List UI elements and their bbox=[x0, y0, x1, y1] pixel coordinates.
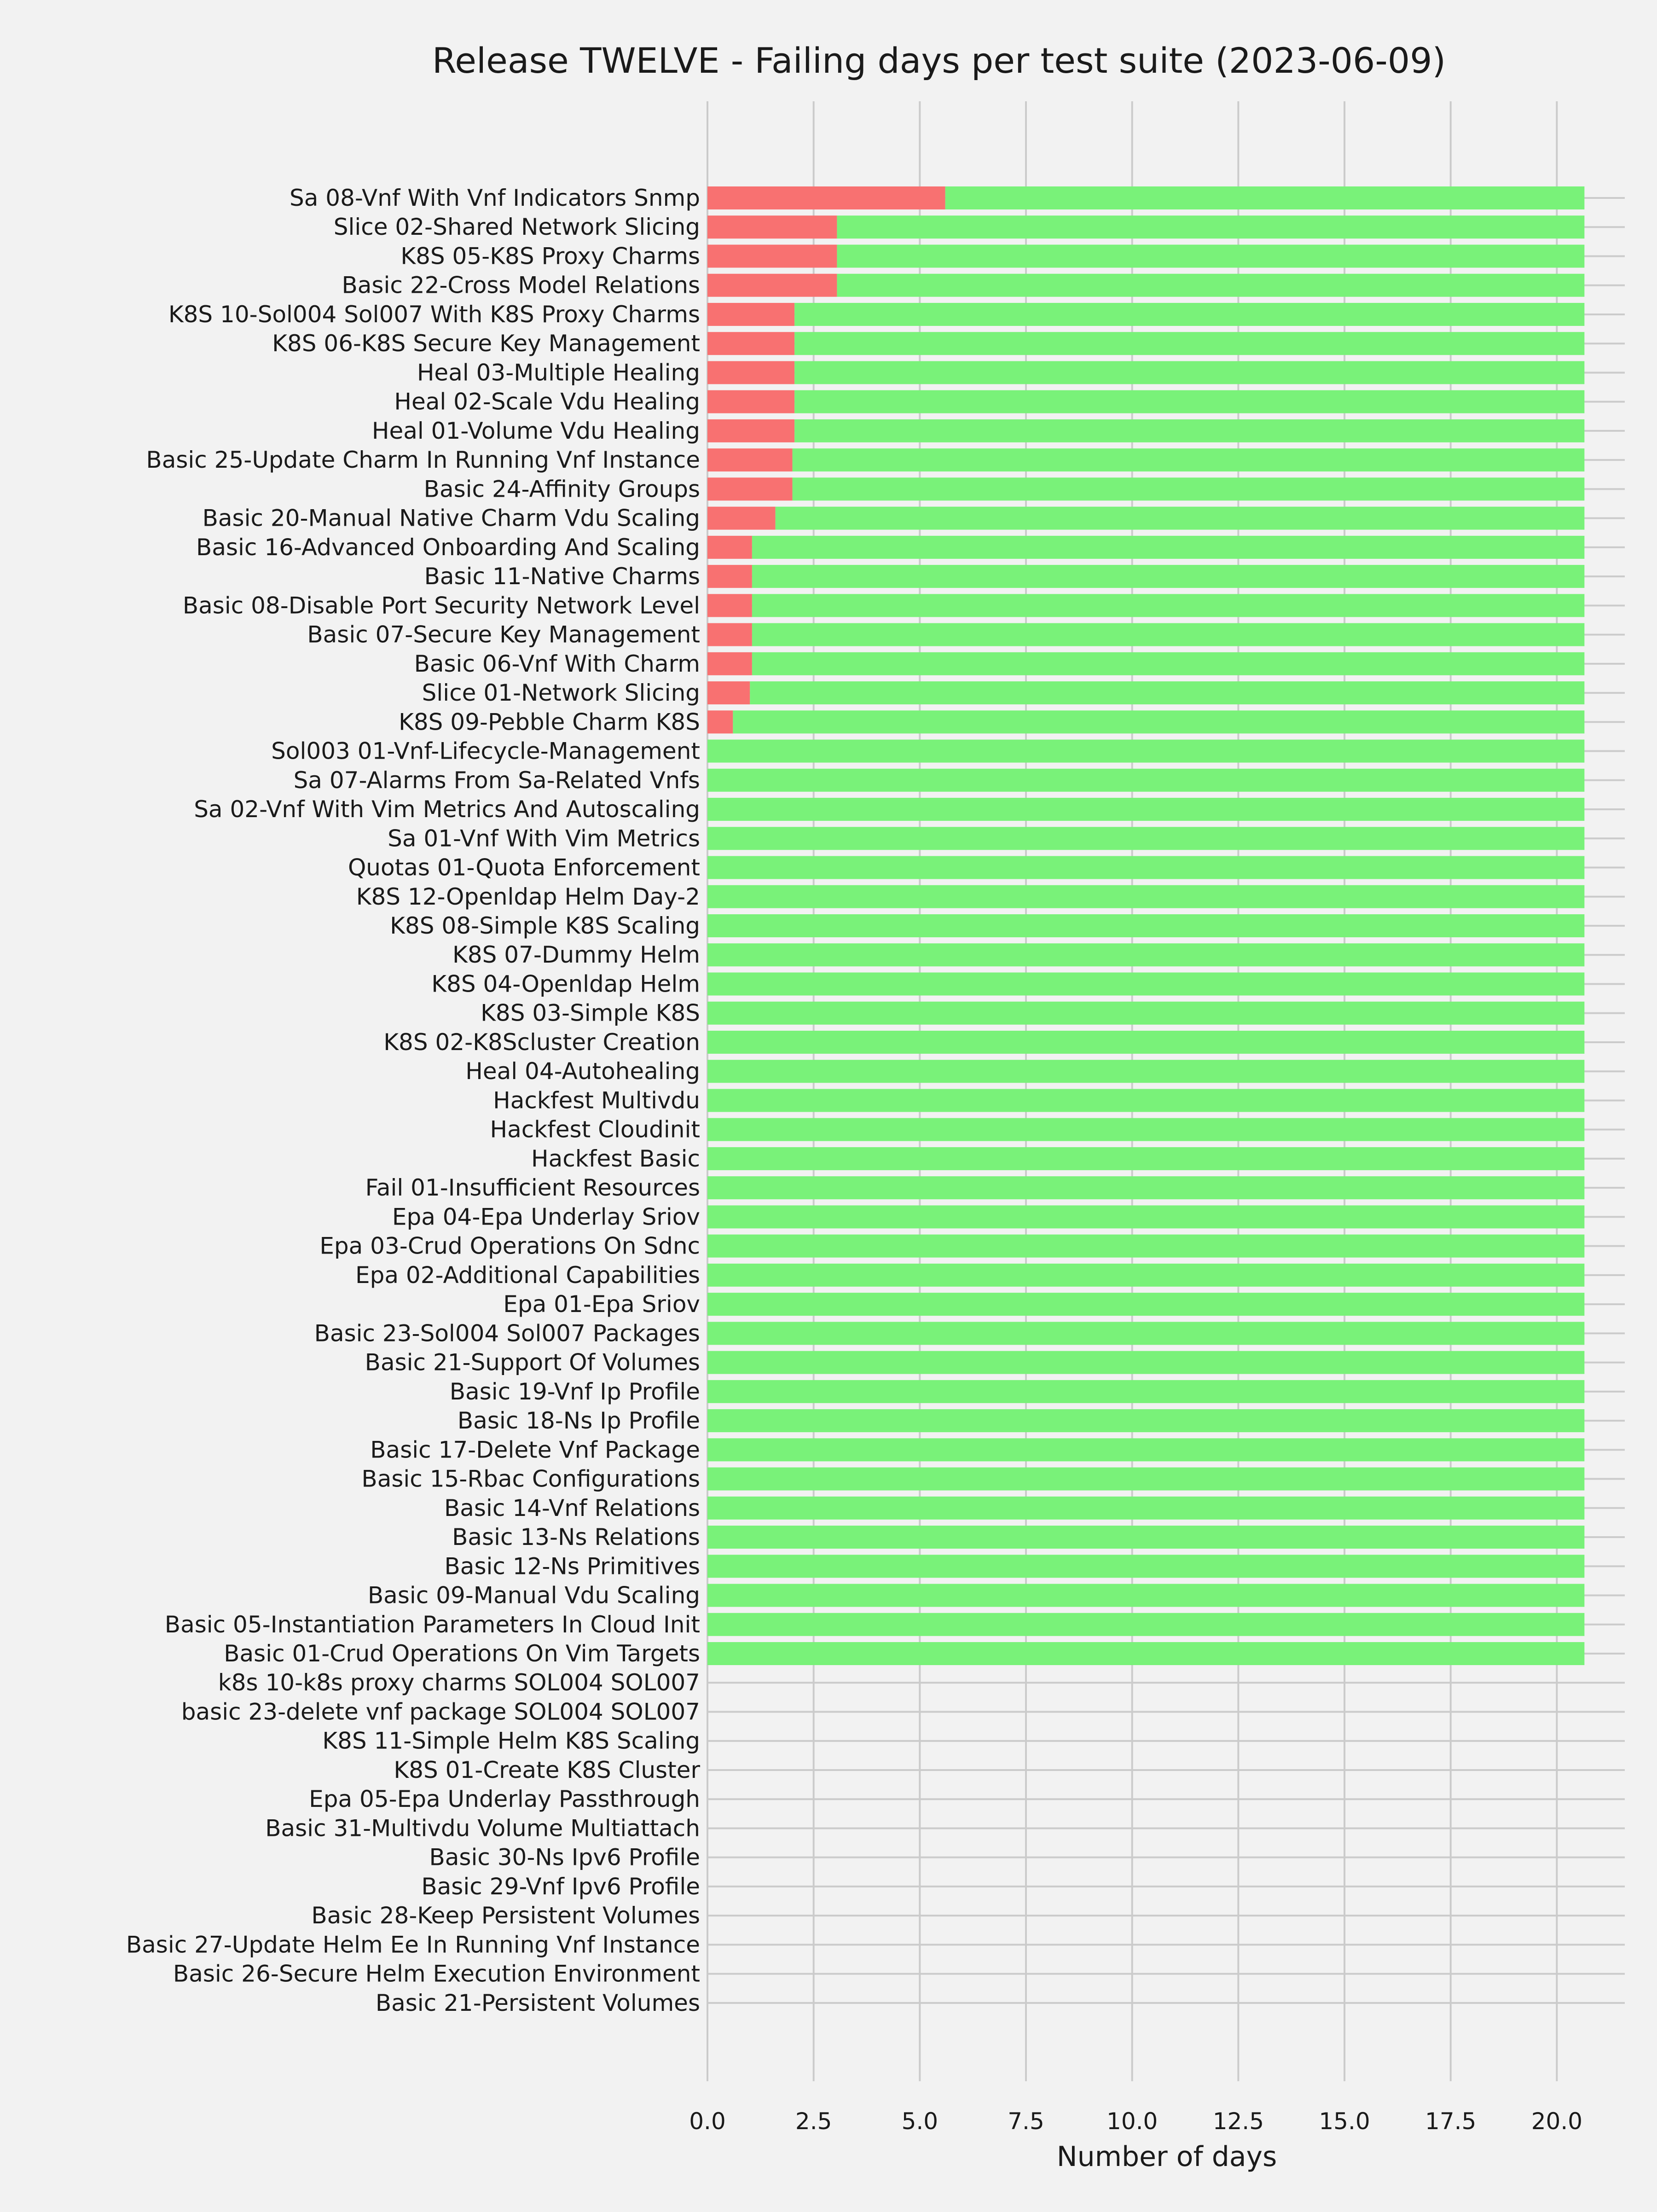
failing-bar bbox=[707, 332, 794, 355]
category-label: Fail 01-Insufficient Resources bbox=[365, 1174, 700, 1202]
category-label: K8S 12-Openldap Helm Day-2 bbox=[356, 883, 700, 910]
category-label: Slice 01-Network Slicing bbox=[422, 679, 700, 707]
passing-bar bbox=[707, 1176, 1584, 1199]
category-label: K8S 01-Create K8S Cluster bbox=[394, 1756, 700, 1783]
passing-bar bbox=[707, 1118, 1584, 1141]
category-label: Sa 02-Vnf With Vim Metrics And Autoscaling bbox=[194, 796, 700, 823]
category-label: Sol003 01-Vnf-Lifecycle-Management bbox=[271, 737, 700, 765]
passing-bar bbox=[707, 1613, 1584, 1636]
passing-bar bbox=[707, 1089, 1584, 1112]
passing-bar bbox=[707, 885, 1584, 908]
passing-bar bbox=[707, 1555, 1584, 1578]
x-tick-label: 10.0 bbox=[1107, 2108, 1158, 2135]
passing-bar bbox=[837, 244, 1584, 267]
category-label: Basic 21-Persistent Volumes bbox=[375, 1989, 700, 2016]
passing-bar bbox=[707, 1031, 1584, 1054]
x-tick-label: 17.5 bbox=[1425, 2108, 1477, 2135]
category-label: Basic 21-Support Of Volumes bbox=[365, 1349, 700, 1376]
passing-bar bbox=[793, 477, 1585, 500]
category-label: Epa 05-Epa Underlay Passthrough bbox=[309, 1786, 700, 1813]
chart-title: Release TWELVE - Failing days per test suite (2023-06-09) bbox=[432, 40, 1446, 81]
category-label: Heal 01-Volume Vdu Healing bbox=[371, 417, 700, 444]
passing-bar bbox=[707, 1322, 1584, 1345]
category-label: K8S 05-K8S Proxy Charms bbox=[400, 243, 700, 270]
category-label: K8S 04-Openldap Helm bbox=[431, 970, 700, 998]
failing-bar bbox=[707, 390, 794, 413]
category-label: Sa 08-Vnf With Vnf Indicators Snmp bbox=[290, 185, 700, 211]
passing-bar bbox=[707, 856, 1584, 879]
passing-bar bbox=[707, 972, 1584, 995]
category-label: Sa 07-Alarms From Sa-Related Vnfs bbox=[293, 766, 700, 794]
passing-bar bbox=[707, 827, 1584, 850]
category-label: Basic 28-Keep Persistent Volumes bbox=[311, 1902, 700, 1929]
category-label: Basic 07-Secure Key Management bbox=[307, 621, 700, 648]
passing-bar bbox=[837, 274, 1584, 297]
passing-bar bbox=[794, 390, 1584, 413]
failing-bar bbox=[707, 507, 776, 530]
passing-bar bbox=[707, 1147, 1584, 1170]
x-tick-label: 20.0 bbox=[1531, 2108, 1583, 2135]
x-tick-label: 0.0 bbox=[689, 2108, 726, 2135]
failing-bar bbox=[707, 710, 733, 733]
category-label: Basic 11-Native Charms bbox=[424, 563, 700, 590]
failing-bar bbox=[707, 274, 837, 297]
passing-bar bbox=[837, 215, 1584, 238]
passing-bar bbox=[945, 186, 1585, 209]
passing-bar bbox=[707, 1235, 1584, 1258]
category-label: Hackfest Basic bbox=[531, 1145, 700, 1172]
category-label: Basic 27-Update Helm Ee In Running Vnf Instance bbox=[126, 1931, 700, 1958]
category-label: Basic 24-Affinity Groups bbox=[423, 476, 700, 503]
category-label: Basic 22-Cross Model Relations bbox=[342, 272, 700, 299]
x-tick-label: 2.5 bbox=[795, 2108, 832, 2135]
category-label: K8S 09-Pebble Charm K8S bbox=[399, 708, 700, 736]
passing-bar bbox=[707, 914, 1584, 937]
category-label: Basic 30-Ns Ipv6 Profile bbox=[429, 1844, 700, 1871]
passing-bar bbox=[707, 1526, 1584, 1549]
failing-bar bbox=[707, 623, 752, 646]
passing-bar bbox=[707, 1642, 1584, 1665]
passing-bar bbox=[794, 361, 1584, 384]
category-label: K8S 08-Simple K8S Scaling bbox=[390, 912, 700, 939]
category-label: K8S 10-Sol004 Sol007 With K8S Proxy Charms bbox=[168, 301, 700, 328]
passing-bar bbox=[707, 943, 1584, 966]
passing-bar bbox=[707, 1438, 1584, 1461]
category-label: Basic 09-Manual Vdu Scaling bbox=[367, 1582, 700, 1609]
failing-bar bbox=[707, 477, 793, 500]
passing-bar bbox=[794, 303, 1584, 326]
category-label: Epa 04-Epa Underlay Sriov bbox=[392, 1203, 700, 1231]
category-label: Basic 06-Vnf With Charm bbox=[414, 650, 700, 677]
category-label: Heal 02-Scale Vdu Healing bbox=[394, 388, 700, 415]
passing-bar bbox=[707, 1380, 1584, 1403]
category-label: Heal 04-Autohealing bbox=[465, 1058, 700, 1085]
failing-bar bbox=[707, 681, 750, 704]
failing-bar bbox=[707, 652, 752, 675]
failing-bar bbox=[707, 186, 945, 209]
category-label: K8S 03-Simple K8S bbox=[481, 999, 700, 1027]
passing-bar bbox=[752, 623, 1584, 646]
x-axis-title: Number of days bbox=[1056, 2141, 1277, 2173]
passing-bar bbox=[707, 769, 1584, 792]
category-label: k8s 10-k8s proxy charms SOL004 SOL007 bbox=[218, 1669, 700, 1696]
failing-bar bbox=[707, 303, 794, 326]
category-label: K8S 07-Dummy Helm bbox=[452, 941, 700, 969]
passing-bar bbox=[707, 1002, 1584, 1025]
category-label: Basic 18-Ns Ip Profile bbox=[457, 1407, 700, 1434]
category-label: Basic 31-Multivdu Volume Multiattach bbox=[265, 1815, 700, 1842]
passing-bar bbox=[707, 1497, 1584, 1520]
category-label: Basic 05-Instantiation Parameters In Cloud Init bbox=[164, 1611, 700, 1638]
category-label: Epa 01-Epa Sriov bbox=[503, 1291, 700, 1318]
passing-bar bbox=[752, 652, 1584, 675]
passing-bar bbox=[794, 332, 1584, 355]
failing-bar bbox=[707, 244, 837, 267]
category-label: Basic 16-Advanced Onboarding And Scaling bbox=[196, 534, 700, 561]
passing-bar bbox=[707, 1584, 1584, 1607]
category-label: Hackfest Cloudinit bbox=[490, 1116, 700, 1143]
passing-bar bbox=[707, 1060, 1584, 1083]
x-tick-label: 15.0 bbox=[1319, 2108, 1370, 2135]
category-label: Basic 20-Manual Native Charm Vdu Scaling bbox=[202, 505, 700, 532]
passing-bar bbox=[707, 1293, 1584, 1316]
passing-bar bbox=[707, 1409, 1584, 1432]
failing-bar bbox=[707, 565, 752, 588]
category-label: Basic 23-Sol004 Sol007 Packages bbox=[314, 1320, 700, 1347]
category-label: Basic 12-Ns Primitives bbox=[444, 1553, 700, 1580]
category-label: K8S 11-Simple Helm K8S Scaling bbox=[322, 1727, 700, 1754]
failing-bar bbox=[707, 215, 837, 238]
x-tick-label: 12.5 bbox=[1212, 2108, 1264, 2135]
failing-bar bbox=[707, 361, 794, 384]
category-label: Basic 19-Vnf Ip Profile bbox=[449, 1378, 700, 1405]
category-label: K8S 06-K8S Secure Key Management bbox=[272, 330, 700, 357]
category-label: Basic 01-Crud Operations On Vim Targets bbox=[224, 1640, 700, 1667]
x-tick-labels bbox=[689, 2108, 1582, 2135]
category-label: Basic 14-Vnf Relations bbox=[444, 1494, 700, 1521]
category-label: basic 23-delete vnf package SOL004 SOL007 bbox=[181, 1698, 700, 1725]
passing-bar bbox=[707, 798, 1584, 821]
failing-bar bbox=[707, 536, 752, 559]
category-label: Basic 13-Ns Relations bbox=[452, 1524, 700, 1551]
passing-bar bbox=[707, 740, 1584, 763]
category-label: Basic 26-Secure Helm Execution Environment bbox=[173, 1960, 700, 1987]
category-label: Epa 03-Crud Operations On Sdnc bbox=[319, 1232, 700, 1260]
x-tick-label: 5.0 bbox=[901, 2108, 939, 2135]
failing-bar bbox=[707, 594, 752, 617]
category-label: Basic 29-Vnf Ipv6 Profile bbox=[421, 1873, 700, 1900]
category-label: Heal 03-Multiple Healing bbox=[417, 359, 700, 386]
x-tick-label: 7.5 bbox=[1008, 2108, 1044, 2135]
passing-bar bbox=[707, 1468, 1584, 1491]
passing-bar bbox=[752, 565, 1584, 588]
passing-bar bbox=[707, 1264, 1584, 1287]
category-label: Epa 02-Additional Capabilities bbox=[355, 1261, 700, 1289]
category-label: Basic 08-Disable Port Security Network Level bbox=[182, 592, 700, 619]
passing-bar bbox=[752, 536, 1584, 559]
passing-bar bbox=[793, 448, 1585, 471]
passing-bar bbox=[752, 594, 1584, 617]
category-label: Basic 17-Delete Vnf Package bbox=[370, 1436, 700, 1463]
category-label: Quotas 01-Quota Enforcement bbox=[348, 854, 700, 881]
category-label: Basic 25-Update Charm In Running Vnf Instance bbox=[146, 447, 700, 474]
passing-bar bbox=[733, 710, 1584, 733]
category-label: Hackfest Multivdu bbox=[493, 1087, 700, 1114]
failing-bar bbox=[707, 419, 794, 442]
category-label: Basic 15-Rbac Configurations bbox=[361, 1465, 700, 1492]
passing-bar bbox=[750, 681, 1584, 704]
passing-bar bbox=[776, 507, 1585, 530]
category-label: Sa 01-Vnf With Vim Metrics bbox=[388, 825, 700, 852]
passing-bar bbox=[707, 1205, 1584, 1228]
category-label: Slice 02-Shared Network Slicing bbox=[333, 214, 700, 241]
category-label: K8S 02-K8Scluster Creation bbox=[383, 1028, 700, 1056]
bars bbox=[707, 186, 1584, 1665]
passing-bar bbox=[794, 419, 1584, 442]
passing-bar bbox=[707, 1351, 1584, 1374]
failing-bar bbox=[707, 448, 793, 471]
